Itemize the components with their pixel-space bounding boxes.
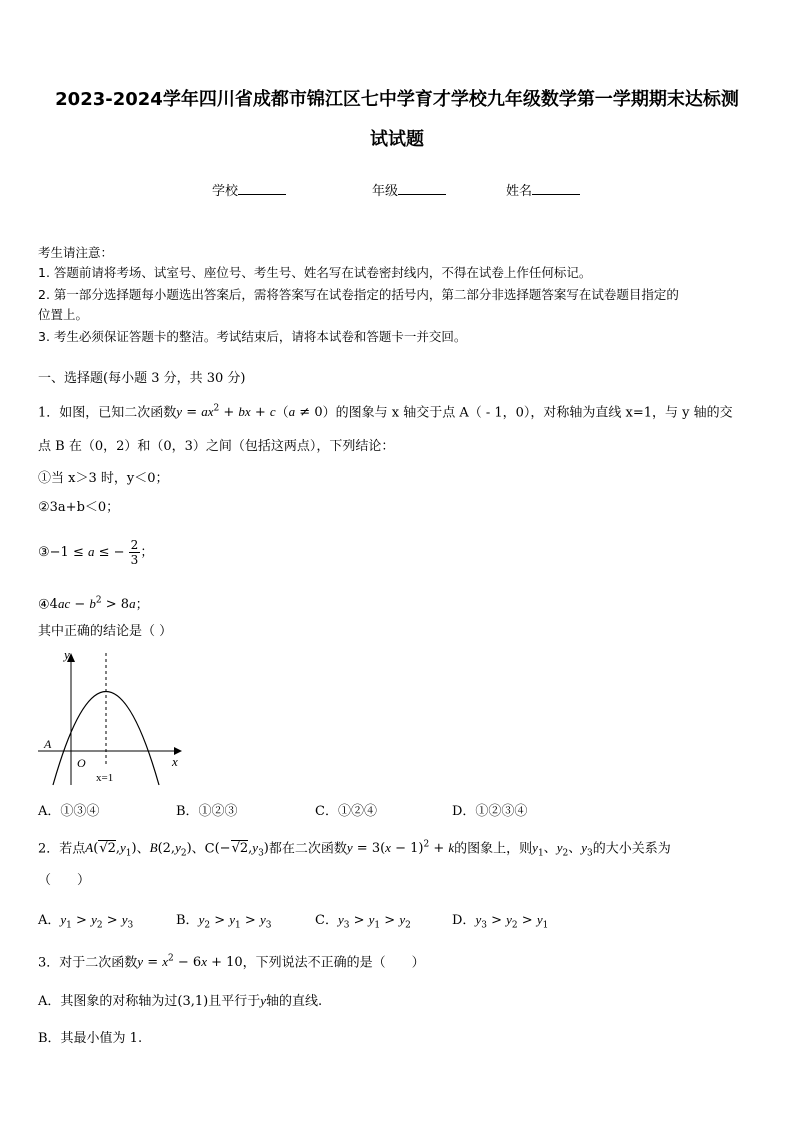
school-field[interactable] xyxy=(212,180,286,199)
q1-conclusion-1: ①当 x＞3 时，y＜0； xyxy=(38,471,169,486)
q1-function-formula: $y = ax^2$ + bx + c xyxy=(176,404,276,421)
q3-option-a[interactable]: A．其图象的对称轴为过(3,1)且平行于y轴的直线. xyxy=(38,993,323,1009)
note-1: 1. 答题前请将考场、试室号、座位号、考生号、姓名写在试卷密封线内，不得在试卷上作任何标记。 xyxy=(38,265,592,280)
q1-condition: a ≠ 0 xyxy=(288,404,323,421)
q1-option-b[interactable]: B．①②③ xyxy=(176,804,238,819)
q2-point-b: $B(2,y_2)$ xyxy=(149,840,192,859)
section-heading: 一、选择题(每小题 3 分，共 30 分) xyxy=(38,371,246,386)
q1-option-a[interactable]: A．①③④ xyxy=(38,804,100,819)
note-3: 3. 考生必须保证答题卡的整洁。考试结束后，请将本试卷和答题卡一并交回。 xyxy=(38,329,467,344)
school-label: 学校 xyxy=(212,184,239,199)
grade-blank[interactable] xyxy=(398,182,446,195)
q1-ask: 其中正确的结论是（ ） xyxy=(38,624,173,639)
symmetry-label: x=1 xyxy=(96,772,114,784)
name-label: 姓名 xyxy=(506,184,533,199)
q1-conclusion-3: ③−1 ≤ a ≤ − $\frac{2}{3}$ ； xyxy=(38,538,154,567)
origin-label: O xyxy=(77,756,86,770)
exam-title-line2: 试试题 xyxy=(370,129,424,150)
q1-c4-formula: $4ac - b^2 > 8a$ xyxy=(49,596,136,613)
q2-variables: $y_1$、$y_2$、$y_3$ xyxy=(532,840,593,859)
q2-option-c[interactable]: C．$y_3 > y_1 > y_2$ xyxy=(315,912,411,931)
notes-heading: 考生请注意： xyxy=(38,245,114,260)
q1-line1: 1．如图，已知二次函数$y = ax^2$ + bx + c（a ≠ 0）的图象与 x 轴交于点 A（ - 1，0），对称轴为直线 x=1，与 y 轴的交 xyxy=(38,404,733,421)
q1-conclusion-2: ②3a+b＜0； xyxy=(38,500,120,515)
q2-option-b[interactable]: B．$y_2 > y_1 > y_3$ xyxy=(176,912,272,931)
q1-c3-formula: −1 ≤ a ≤ − $\frac{2}{3}$ xyxy=(49,538,139,567)
q1-option-d[interactable]: D．①②③④ xyxy=(452,804,528,819)
q2-point-a: $A(√2,y_1)$ xyxy=(85,840,137,859)
q3-line1: 3．对于二次函数$y = x^2 - 6x + 10$，下列说法不正确的是（ ） xyxy=(38,954,425,971)
x-axis-label: x xyxy=(172,754,178,769)
q2-function: $y = 3(x - 1)^2 + k$ xyxy=(346,840,455,857)
q3-option-b[interactable]: B．其最小值为 1. xyxy=(38,1031,143,1046)
q1-conclusion-4: ④4ac − $b^2 > 8a$； xyxy=(38,596,149,613)
q2-option-d[interactable]: D．$y_3 > y_2 > y_1$ xyxy=(452,912,549,931)
note-2b: 位置上。 xyxy=(38,307,89,322)
q1-option-c[interactable]: C．①②④ xyxy=(315,804,377,819)
name-field[interactable] xyxy=(506,180,580,199)
q3-function: $y = x^2 - 6x + 10$ xyxy=(137,954,243,971)
grade-field[interactable] xyxy=(372,180,446,199)
grade-label: 年级 xyxy=(372,184,399,199)
name-blank[interactable] xyxy=(532,182,580,195)
school-blank[interactable] xyxy=(238,182,286,195)
note-2a: 2. 第一部分选择题每小题选出答案后，需将答案写在试卷指定的括号内，第二部分非选择题答案写在试卷题目指定的 xyxy=(38,287,679,302)
exam-title-line1: 2023-2024学年四川省成都市锦江区七中学育才学校九年级数学第一学期期末达标测 xyxy=(55,89,739,110)
q1-line2: 点 B 在（0，2）和（0，3）之间（包括这两点），下列结论： xyxy=(38,439,395,454)
point-a-label: A xyxy=(44,737,52,751)
q2-option-a[interactable]: A．$y_1 > y_2 > y_3$ xyxy=(38,912,134,931)
q2-paren: （ ） xyxy=(38,873,91,888)
q2-line1: 2．若点$A(√2,y_1)$、$B(2,y_2)$、$C(-√2,y_3)$都在二次函数$y = 3(x - 1)^2 + k$的图象上，则$y_1$、$y_2$、$y_3$的大小关系为 xyxy=(38,840,671,859)
q3-point: (3,1) xyxy=(177,994,209,1009)
q2-point-c: $(-√2,y_3)$ xyxy=(214,840,269,859)
q1-parabola-figure xyxy=(36,645,186,790)
y-axis-label: y xyxy=(64,647,70,662)
